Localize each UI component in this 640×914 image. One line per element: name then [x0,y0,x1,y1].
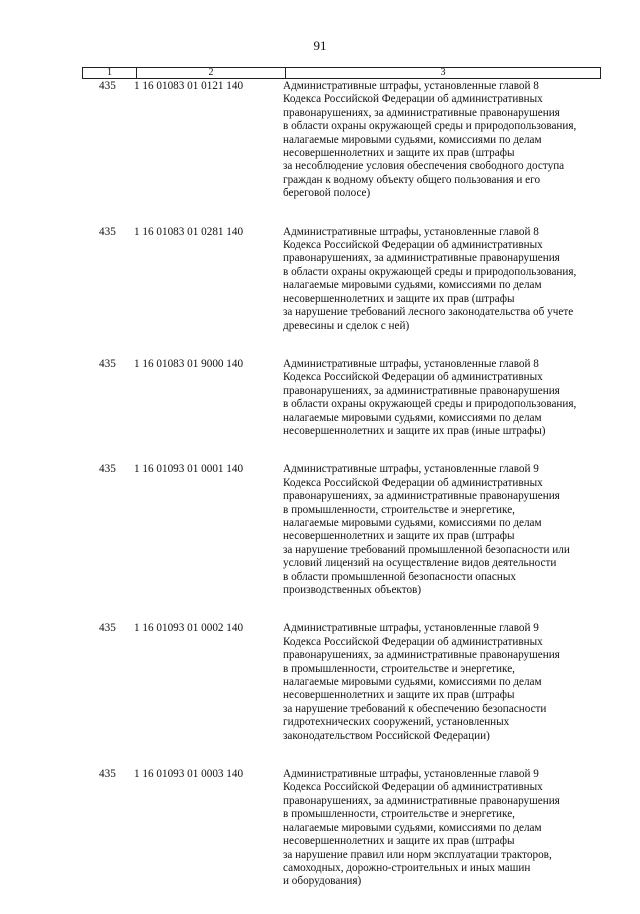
description-line: правонарушениях, за административные правонарушения [283,252,560,265]
description-line: налагаемые мировыми судьями, комиссиями по делам [283,676,542,689]
column-header-table [82,67,601,79]
description-line: береговой полосе) [283,187,371,200]
description-line: Административные штрафы, установленные главой 8 [283,225,539,238]
description-line: Кодекса Российской Федерации об административных [283,476,543,489]
table-row [0,226,640,333]
budget-classification-code: 1 16 01083 01 0121 140 [134,80,244,92]
description-line: несовершеннолетних и защите их прав (штрафы [283,689,515,702]
description-line: в области охраны окружающей среды и природопользования, [283,120,577,133]
description-line: в области охраны окружающей среды и природопользования, [283,398,577,411]
admin-code: 435 [99,80,116,92]
description-line: Кодекса Российской Федерации об административных [283,371,543,384]
description-line: налагаемые мировыми судьями, комиссиями по делам [283,516,542,529]
description-line: законодательством Российской Федерации) [283,729,490,742]
admin-code: 435 [99,357,116,370]
description-line: за несоблюдение условия обеспечения свободного доступа [283,160,565,173]
description-line: правонарушениях, за административные правонарушения [283,490,560,503]
description-line: налагаемые мировыми судьями, комиссиями по делам [283,821,542,834]
description-line: за нарушение требований лесного законодательства об учете [283,306,574,319]
budget-classification-code: 1 16 01093 01 0003 140 [134,768,244,781]
budget-classification-code: 1 16 01083 01 9000 140 [134,357,244,370]
column-header-row [83,68,601,79]
description-line: несовершеннолетних и защите их прав (штрафы [283,292,515,305]
row-description [283,463,613,597]
admin-code: 435 [99,768,116,781]
table-row [0,463,640,597]
description-line: несовершеннолетних и защите их прав (штрафы [283,530,515,543]
row-description [283,622,613,743]
description-line: несовершеннолетних и защите их прав (штрафы [283,835,515,848]
description-line: и оборудования) [283,875,362,888]
description-line: в области промышленной безопасности опасных [283,570,516,583]
description-line: Административные штрафы, установленные главой 8 [283,357,539,370]
description-line: налагаемые мировыми судьями, комиссиями по делам [283,279,542,292]
page-number: 91 [313,38,327,53]
description-line: Кодекса Российской Федерации об административных [283,635,543,648]
description-line: гидротехнических сооружений, установленных [283,716,510,729]
admin-code: 435 [99,225,116,238]
budget-classification-code: 1 16 01093 01 0001 140 [134,463,244,476]
table-body [0,80,640,914]
description-line: налагаемые мировыми судьями, комиссиями по делам [283,411,542,424]
description-line: правонарушениях, за административные правонарушения [283,106,560,119]
admin-code: 435 [99,463,116,476]
description-line: в промышленности, строительстве и энергетике, [283,503,515,516]
description-line: правонарушениях, за административные правонарушения [283,649,560,662]
table-row [0,358,640,438]
row-description [283,358,613,438]
description-line: в промышленности, строительстве и энергетике, [283,662,515,675]
description-line: правонарушениях, за административные правонарушения [283,794,560,807]
admin-code: 435 [99,622,116,635]
column-header-3: 3 [286,68,601,79]
table-row [0,768,640,889]
description-line: граждан к водному объекту общего пользования и его [283,173,541,186]
description-line: в промышленности, строительстве и энергетике, [283,808,515,821]
description-line: самоходных, дорожно-строительных и иных машин [283,861,531,874]
description-line: правонарушениях, за административные правонарушения [283,384,560,397]
description-line: Административные штрафы, установленные главой 8 [283,80,539,92]
description-line: Административные штрафы, установленные главой 9 [283,768,539,781]
description-line: несовершеннолетних и защите их прав (штрафы [283,147,515,160]
description-line: Кодекса Российской Федерации об административных [283,239,543,252]
description-line: несовершеннолетних и защите их прав (иные штрафы) [283,424,546,437]
description-line: Административные штрафы, установленные главой 9 [283,463,539,476]
description-line: Кодекса Российской Федерации об административных [283,93,543,106]
description-line: Административные штрафы, установленные главой 9 [283,622,539,635]
column-header-2: 2 [137,68,286,79]
description-line: за нарушение требований промышленной безопасности или [283,543,570,556]
budget-classification-code: 1 16 01083 01 0281 140 [134,225,244,238]
description-line: производственных объектов) [283,584,422,596]
table-row [0,80,640,201]
description-line: налагаемые мировыми судьями, комиссиями по делам [283,133,542,146]
description-line: условий лицензий на осуществление видов деятельности [283,557,557,570]
description-line: Кодекса Российской Федерации об административных [283,781,543,794]
row-description [283,80,613,201]
table-row [0,622,640,743]
row-description [283,768,613,889]
description-line: древесины и сделок с ней) [283,319,410,332]
description-line: за нарушение правил или норм эксплуатации тракторов, [283,848,552,861]
column-header-1: 1 [83,68,137,79]
description-line: в области охраны окружающей среды и природопользования, [283,265,577,278]
description-line: за нарушение требований к обеспечению безопасности [283,702,547,715]
budget-classification-code: 1 16 01093 01 0002 140 [134,622,244,635]
row-description [283,226,613,333]
